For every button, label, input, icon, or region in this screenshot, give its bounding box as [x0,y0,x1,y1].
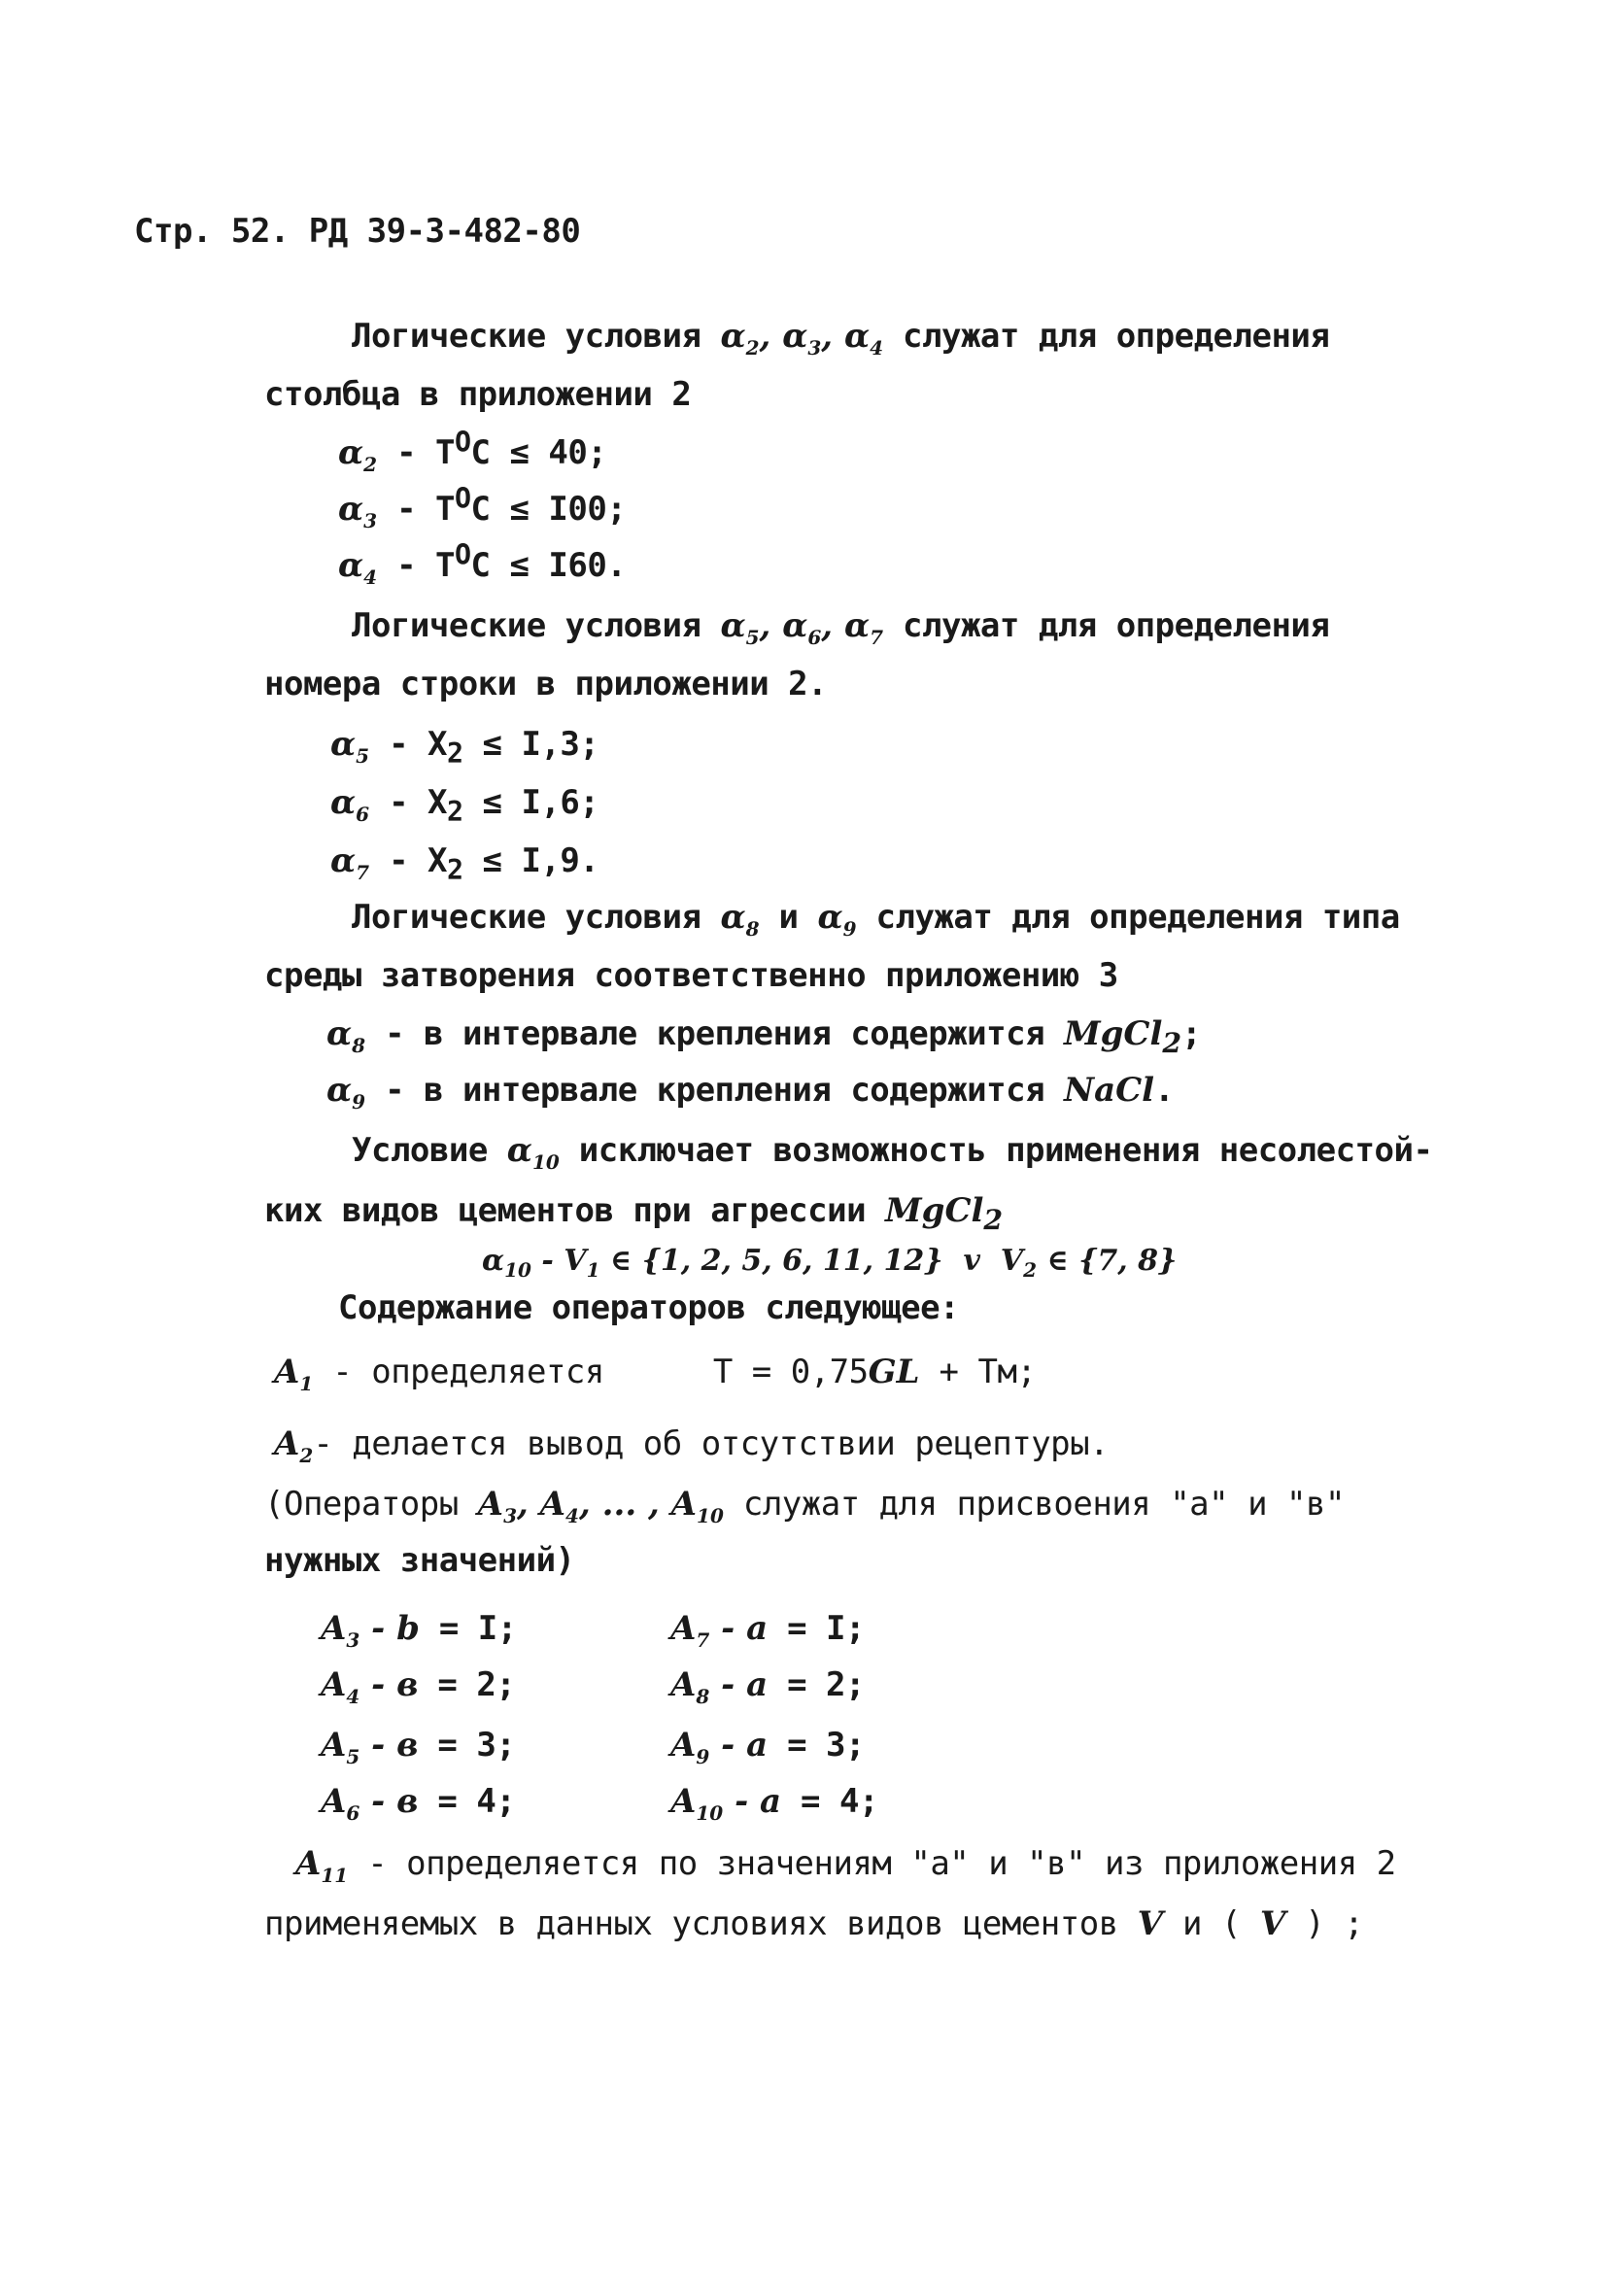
cond-alpha6: $\alpha_6 - X_2 \le I,6$; [330,783,599,828]
para2-line2: номера строки в приложении 2. [264,665,828,703]
op-a2: $A_2-$ делается вывод об отсутствии рецептуры. [274,1424,1110,1467]
ops-intro: Содержание операторов следующее: [338,1288,960,1327]
op-a1: $A_1$ - определяется Т = 0,75GL + Тм; [274,1353,1037,1395]
assign-r1-left: $A_3 - b = I$; [321,1609,517,1652]
cond-alpha3: $\alpha_3 - Т^ОС \le I00$; [338,482,627,532]
alpha-2: $\alpha_2$, $\alpha_3$, $\alpha_4$ [720,317,884,360]
formula-alpha10: $\alpha_{10} - V_1$ ∈ {1, 2, 5, 6, 11, 12} v $V_2$ ∈ {7, 8} [482,1244,1178,1282]
para3-line2: среды затворения соответственно приложению 3 [264,956,1118,995]
cond-alpha2: $\alpha_2 - Т^ОС \le 40$; [338,426,607,476]
para4-line2: ких видов цементов при агрессии MgCl$_2$ [264,1191,1004,1236]
para1-line2: столбца в приложении 2 [264,375,692,414]
cond-alpha4: $\alpha_4 - Т^ОС \le I60$. [338,538,627,589]
assign-r4-right: $A_{10} - a = 4$; [670,1782,878,1825]
cond-alpha8: $\alpha_8$ - в интервале крепления содержится MgCl$_2$; [326,1014,1202,1059]
cond-alpha5: $\alpha_5 - X_2 \le I,3$; [330,725,599,770]
cond-alpha7: $\alpha_7 - X_2 \le I,9$. [330,841,599,886]
op-a11-line1: $A_{11}$ - определяется по значениям "а" и "в" из приложения 2 [295,1844,1396,1887]
op-paren-line2: нужных значений) [264,1541,575,1580]
assign-r4-left: $A_6 - в = 4$; [321,1782,516,1825]
assign-r2-left: $A_4 - в = 2$; [321,1665,516,1708]
op-a11-line2: применяемых в данных условиях видов цементов V и ( V ) ; [264,1904,1364,1943]
assign-r3-right: $A_9 - a = 3$; [670,1726,865,1768]
cond-alpha9: $\alpha_9$ - в интервале крепления содержится NaCl. [326,1071,1175,1114]
op-paren-line1: (Операторы $A_3$, $A_4$, ... , $A_{10}$ служат для присвоения "а" и "в" [264,1485,1345,1527]
assign-r2-right: $A_8 - a = 2$; [670,1665,865,1708]
para1-line1 [352,313,1329,360]
text: Логические условия [352,317,721,356]
assign-r1-right: $A_7 - a = I$; [670,1609,865,1652]
para4-line1: Условие $\alpha_{10}$ исключает возможность применения несолестой- [352,1131,1433,1174]
para2-line1: Логические условия $\alpha_5$, $\alpha_6$, $\alpha_7$ служат для определения [352,606,1330,649]
text: служат для определения [883,317,1330,356]
page-header: Стр. 52. РД 39-3-482-80 [134,212,581,251]
para3-line1: Логические условия $\alpha_8$ и $\alpha_9$ служат для определения типа [352,898,1400,941]
assign-r3-left: $A_5 - в = 3$; [321,1726,516,1768]
